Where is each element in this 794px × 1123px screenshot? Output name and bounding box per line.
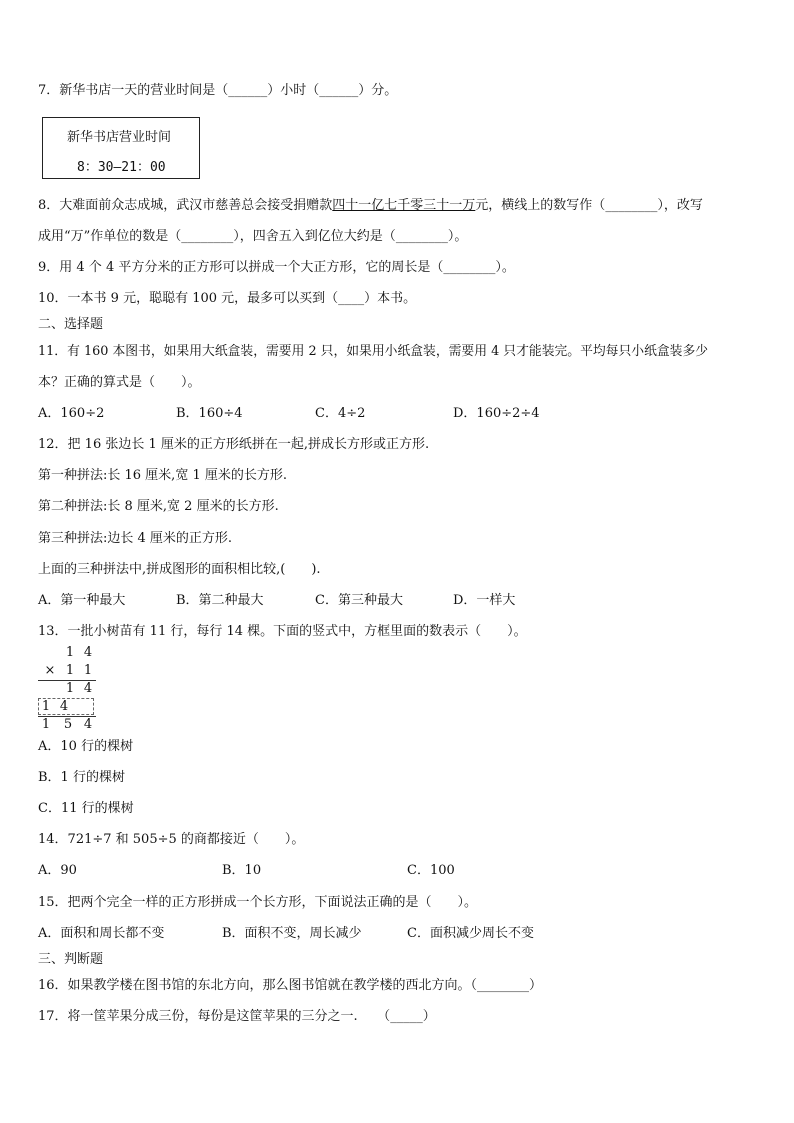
digit: 1 [65,663,75,678]
q14-option-a[interactable]: A．90 [38,863,77,878]
q15-option-a[interactable]: A．面积和周长都不变 [38,926,165,941]
q9-blank[interactable]: ________ [443,260,496,275]
q13-line1: 13．一批小树苗有 11 行，每行 14 棵。下面的竖式中，方框里面的数表示（ ）。 [38,624,527,639]
q12-option-d[interactable]: D．一样大 [453,593,516,608]
digit: 1 [41,717,51,732]
q14-line1: 14．721÷7 和 505÷5 的商都接近（ ）。 [38,832,305,847]
q17-text: 17．将一筐苹果分成三份，每份是这筐苹果的三分之一. （ [38,1009,391,1024]
digit: 1 [41,699,51,714]
q8-text3: ），改写 [657,198,703,213]
q16-suffix: ） [529,978,543,993]
digit: 1 [65,681,75,696]
vert-row-partial-1 [38,681,98,697]
q8-line1 [38,197,703,215]
q12-line4: 第三种拼法:边长 4 厘米的正方形. [38,531,233,546]
q15-option-b[interactable]: B．面积不变，周长减少 [222,926,362,941]
q13-option-b[interactable]: B．1 行的棵树 [38,770,125,785]
q10-text: 10．一本书 9 元，聪聪有 100 元，最多可以买到（ [38,291,339,306]
q17-blank[interactable]: _____ [390,1009,423,1024]
q8-text2: 元，横线上的数写作（ [475,198,606,213]
digit: 5 [63,717,73,732]
q12-option-c[interactable]: C．第三种最大 [315,593,403,608]
section-3-heading: 三、判断题 [38,952,104,967]
q7-blank-hours[interactable]: ______ [228,83,268,98]
q11-option-c[interactable]: C．4÷2 [315,406,366,421]
q10-blank[interactable]: ____ [338,291,365,306]
q15-option-c[interactable]: C．面积减少周长不变 [407,926,534,941]
q8-blank-3[interactable]: ________ [395,229,448,244]
q7-mid: ）小时（ [267,83,320,98]
vertical-multiplication [38,645,98,735]
q17-line [38,1008,436,1026]
q8-text6: ）。 [447,229,468,244]
times-sign: × [44,663,56,678]
q16-text: 16．如果教学楼在图书馆的东北方向，那么图书馆就在教学楼的西北方向。（ [38,978,478,993]
q9-line [38,259,515,277]
q8-text5: ），四舍五入到亿位大约是（ [233,229,396,244]
q9-suffix: ）。 [495,260,515,275]
digit: 1 [65,645,75,660]
q16-blank[interactable]: ________ [477,978,530,993]
q11-line1: 11．有 160 本图书，如果用大纸盒装，需要用 2 只，如果用小纸盒装，需要用 4 只才能装完。平均每只小纸盒装多少 [38,344,709,359]
business-hours-title: 新华书店营业时间 [67,130,172,145]
q17-suffix: ） [422,1009,436,1024]
q12-option-a[interactable]: A．第一种最大 [38,593,126,608]
q15-line1: 15．把两个完全一样的正方形拼成一个长方形，下面说法正确的是（ ）。 [38,895,478,910]
section-2-heading: 二、选择题 [38,317,104,332]
q11-option-b[interactable]: B．160÷4 [176,406,243,421]
q7-line [38,82,397,100]
q8-blank-2[interactable]: ________ [181,229,234,244]
business-hours-time: 8：30—21：00 [77,160,166,175]
digit: 1 [83,663,93,678]
q14-option-c[interactable]: C．100 [407,863,455,878]
vert-row-multiplicand [38,645,98,661]
q12-line5: 上面的三种拼法中,拼成图形的面积相比较,( ). [38,562,321,577]
q8-blank-1[interactable]: ________ [605,198,658,213]
digit: 4 [83,645,93,660]
q16-line [38,977,542,995]
q13-option-a[interactable]: A．10 行的棵树 [38,739,134,754]
digit: 4 [83,717,93,732]
business-hours-box [42,117,200,179]
vert-row-partial-2 [38,699,98,715]
vert-row-product [38,717,98,733]
q8-line2 [38,228,467,246]
q12-line1: 12．把 16 张边长 1 厘米的正方形纸拼在一起,拼成长方形或正方形. [38,437,430,452]
q11-option-a[interactable]: A．160÷2 [38,406,105,421]
q7-suffix: ）分。 [358,83,398,98]
q9-text: 9．用 4 个 4 平方分米的正方形可以拼成一个大正方形，它的周长是（ [38,260,444,275]
q14-option-b[interactable]: B．10 [222,863,262,878]
q10-suffix: ）本书。 [364,291,417,306]
q7-blank-minutes[interactable]: ______ [319,83,359,98]
vert-row-multiplier [38,663,98,679]
digit: 4 [83,681,93,696]
q8-text: 8．大难面前众志成城，武汉市慈善总会接受捐赠款 [38,198,333,213]
q12-option-b[interactable]: B．第二种最大 [176,593,264,608]
q8-text4: 成用“万”作单位的数是（ [38,229,182,244]
q11-line2: 本？正确的算式是（ ）。 [38,375,201,390]
q12-line3: 第二种拼法:长 8 厘米,宽 2 厘米的长方形. [38,499,279,514]
q12-line2: 第一种拼法:长 16 厘米,宽 1 厘米的长方形. [38,468,287,483]
digit: 4 [59,699,69,714]
q8-underlined-number: 四十一亿七千零三十一万 [332,198,476,213]
q7-prefix: 7．新华书店一天的营业时间是（ [38,83,229,98]
q10-line [38,290,416,308]
q11-option-d[interactable]: D．160÷2÷4 [453,406,540,421]
q13-option-c[interactable]: C．11 行的棵树 [38,801,134,816]
